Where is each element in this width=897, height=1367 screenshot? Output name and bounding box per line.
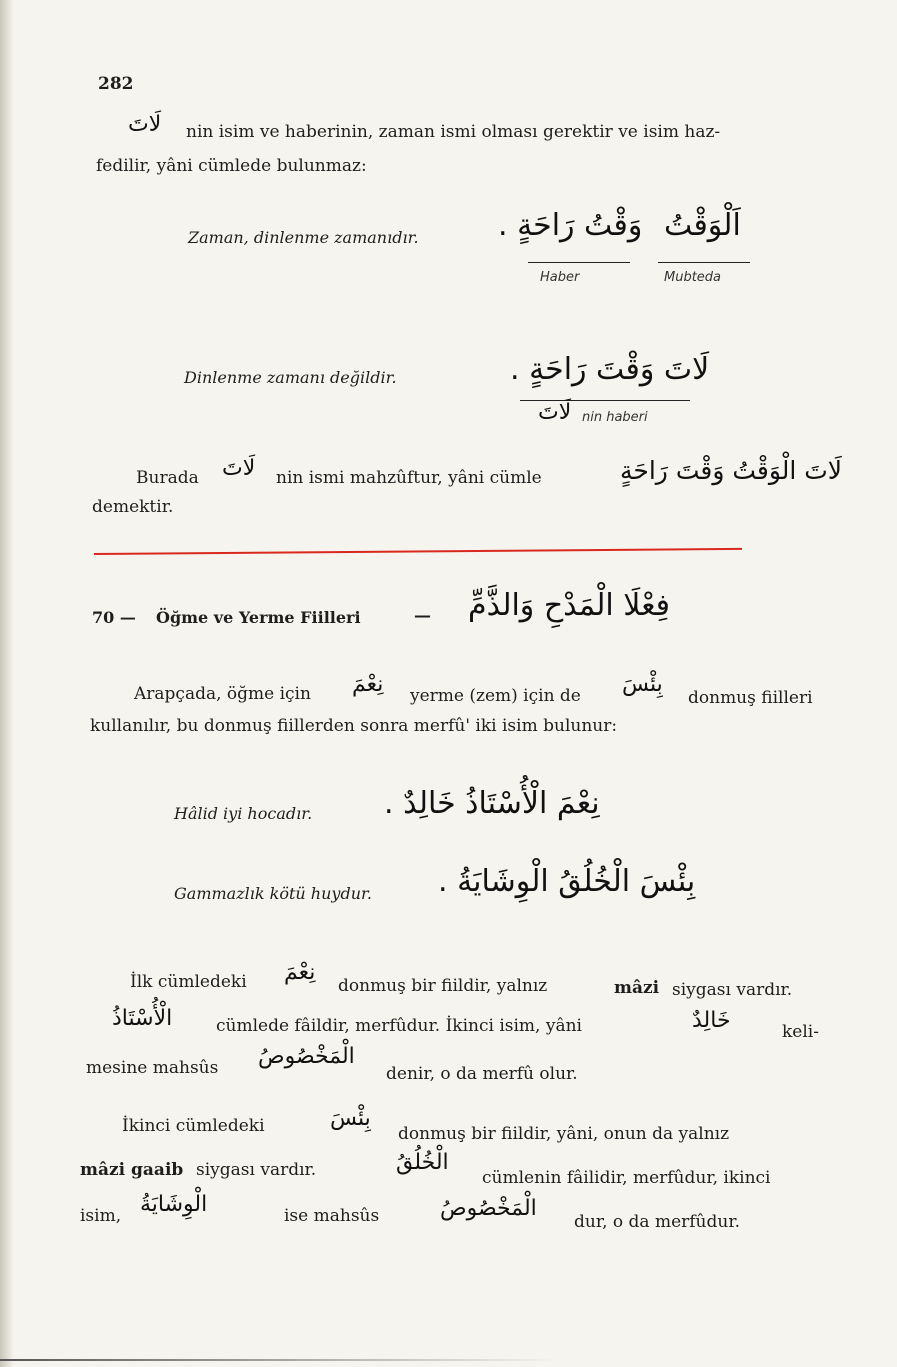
example2-translation: Dinlenme zamanı değildir. [184,368,397,387]
para3-mazi-gaaib: mâzi gaaib [80,1160,184,1180]
para1-text-1: Arapçada, öğme için [134,684,311,704]
burada-arabic: لَاتَ [222,456,256,481]
note-haber: Haber [540,270,580,285]
example1-arabic-haber: وَقْتُ رَاحَةٍ . [498,208,643,243]
para3-text-1: İkinci cümledeki [122,1116,265,1136]
burada-arabic-phrase: لَاتَ الْوَقْتُ وَقْتَ رَاحَةٍ [620,456,843,485]
example2-note-arabic: لَاتَ [538,400,572,425]
para1-line-2: kullanılır, bu donmuş fiillerden sonra merfû' iki isim bulunur: [90,716,618,736]
page-edge-shadow [0,0,14,1367]
para3-text-5: isim, [80,1206,122,1226]
para2-mazi: mâzi [614,978,660,998]
para3-text-2: donmuş bir fiildir, yâni, onun da yalnız [398,1124,730,1144]
para2-arabic-1: نِعْمَ [284,960,316,985]
para2-arabic-4: الْمَخْصُوصُ [258,1044,355,1069]
example1-arabic-mubteda: اَلْوَقْتُ [664,208,741,243]
para3-arabic-3: الْوِشَايَةُ [140,1192,208,1217]
scan-bottom-line [0,1359,560,1361]
intro-line-1: nin isim ve haberinin, zaman ismi olması gerektir ve isim haz- [186,122,721,142]
para3-arabic-2: الْخُلُقُ [396,1150,449,1175]
underline-mubteda [658,262,750,263]
example2-arabic: لَاتَ وَقْتَ رَاحَةٍ . [510,352,710,387]
underline-haber [528,262,630,263]
para2-text-1: İlk cümledeki [130,972,247,992]
intro-arabic: لَاتَ [128,112,162,137]
burada-word: Burada [136,468,199,488]
example4-translation: Gammazlık kötü huydur. [174,884,372,903]
para3-text-6: ise mahsûs [284,1206,380,1226]
para3-arabic-4: الْمَخْصُوصُ [440,1196,537,1221]
intro-line-2: fedilir, yâni cümlede bulunmaz: [96,156,367,176]
section-title: Öğme ve Yerme Fiilleri [156,608,361,627]
red-separator [94,548,742,555]
para1-arabic-2: بِئْسَ [622,672,663,697]
note-mubteda: Mubteda [664,270,722,285]
para2-arabic-2: الْأُسْتَاذُ [112,1006,173,1031]
example3-arabic: نِعْمَ الْأُسْتَاذُ خَالِدٌ . [384,786,600,821]
burada-line-2: demektir. [92,497,174,517]
example1-translation: Zaman, dinlenme zamanıdır. [188,228,419,247]
para2-text-4: keli- [782,1022,819,1042]
para1-arabic-1: نِعْمَ [352,672,384,697]
example3-translation: Hâlid iyi hocadır. [174,804,313,823]
para1-text-3: donmuş fiilleri [688,688,813,708]
burada-text: nin ismi mahzûftur, yâni cümle [276,468,542,488]
section-dash: — [414,606,431,626]
para3-text-4: cümlenin fâilidir, merfûdur, ikinci [482,1168,771,1188]
para2-text-2: donmuş bir fiildir, yalnız [338,976,548,996]
page-number: 282 [98,74,134,94]
para1-text-2: yerme (zem) için de [410,686,581,706]
section-arabic: فِعْلَا الْمَدْحِ وَالذَّمِّ [468,588,671,623]
para2-text-2c: siygası vardır. [672,980,793,1000]
example4-arabic: بِئْسَ الْخُلُقُ الْوِشَايَةُ . [438,864,696,899]
para3-text-7: dur, o da merfûdur. [574,1212,740,1232]
para3-text-3: siygası vardır. [196,1160,317,1180]
para2-text-5: mesine mahsûs [86,1058,219,1078]
para2-arabic-3: خَالِدٌ [692,1008,731,1033]
para2-text-6: denir, o da merfû olur. [386,1064,578,1084]
example2-note-text: nin haberi [582,410,648,425]
section-number: 70 — [92,608,136,627]
para3-arabic-1: بِئْسَ [330,1106,371,1131]
para2-text-3: cümlede fâildir, merfûdur. İkinci isim, yâni [216,1016,582,1036]
